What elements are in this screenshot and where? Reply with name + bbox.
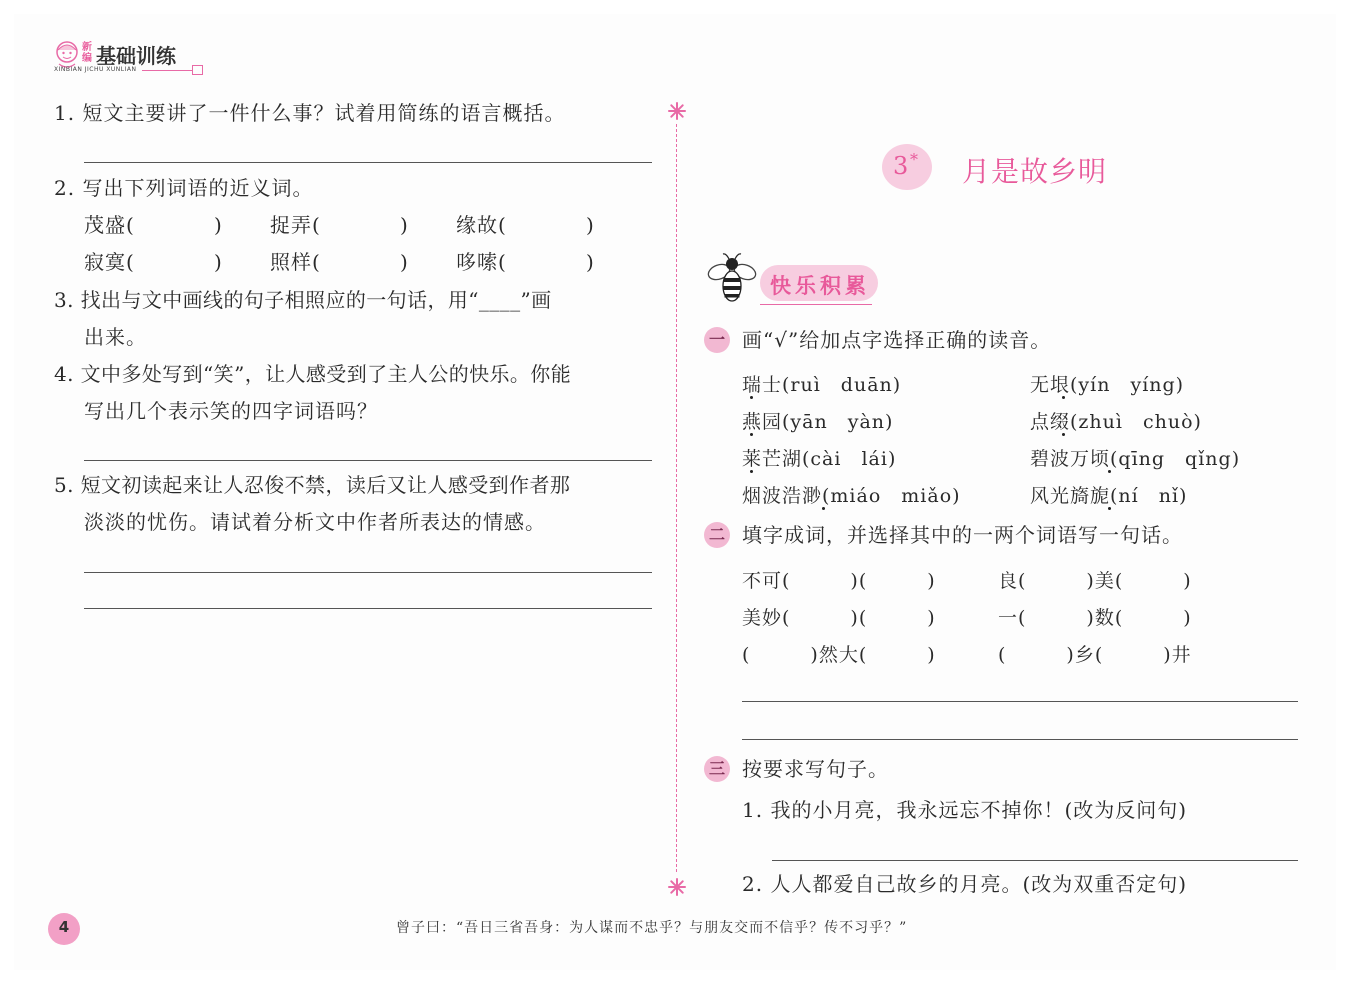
emphasis-dot xyxy=(822,507,825,510)
emphasis-dot xyxy=(1062,396,1065,399)
fill-word-item[interactable]: 不可( )( ) xyxy=(742,570,936,592)
emphasis-dot xyxy=(1062,433,1065,436)
pinyin-choice[interactable]: 燕园(yān yàn) xyxy=(742,411,894,433)
synonym-item xyxy=(270,213,321,237)
synonym-word: 照样( xyxy=(270,250,321,274)
logo-small-text: 新编 xyxy=(82,42,92,64)
flower-icon xyxy=(668,878,686,896)
question-4-line-1: 4. 文中多处写到“笑”，让人感受到了主人公的快乐。你能 xyxy=(54,362,572,386)
fill-word-item[interactable]: ( )然大( ) xyxy=(742,644,936,666)
question-5-line-2: 淡淡的忧伤。请试着分析文中作者所表达的情感。 xyxy=(84,510,546,534)
fill-word-item[interactable]: ( )乡( )井 xyxy=(998,644,1192,666)
question-4-line-2: 写出几个表示笑的四字词语吗？ xyxy=(84,399,378,423)
footer-quote: 曾子曰：“吾日三省吾身：为人谋而不忠乎？与朋友交而不信乎？传不习乎？” xyxy=(396,920,908,936)
logo xyxy=(52,38,202,76)
answer-line[interactable] xyxy=(742,739,1298,740)
synonym-word: 缘故( xyxy=(456,213,507,237)
question-5-line-1: 5. 短文初读起来让人忍俊不禁，读后又让人感受到作者那 xyxy=(54,473,571,497)
rewrite-question-1: 1. 我的小月亮，我永远忘不掉你！(改为反问句) xyxy=(742,798,1188,822)
emphasis-dot xyxy=(750,396,753,399)
logo-box xyxy=(192,65,203,75)
emphasis-dot xyxy=(1108,507,1111,510)
paren-close: ) xyxy=(586,250,595,274)
column-divider xyxy=(676,124,677,872)
synonym-item xyxy=(456,250,507,274)
synonym-item xyxy=(84,213,135,237)
pinyin-choice[interactable]: 瑞士(ruì duān) xyxy=(742,374,902,396)
pinyin-choice[interactable]: 莱芒湖(cài lái) xyxy=(742,448,897,470)
section-banner-title: 快乐积累 xyxy=(770,274,870,298)
emphasis-dot xyxy=(750,470,753,473)
logo-pinyin: XINBIAN JICHU XUNLIAN xyxy=(54,66,137,73)
pinyin-choice[interactable]: 风光旖旎(ní nǐ) xyxy=(1030,485,1188,507)
lesson-title: 月是故乡明 xyxy=(962,155,1108,188)
synonym-word: 寂寞( xyxy=(84,250,135,274)
synonym-item xyxy=(456,213,507,237)
pinyin-choice[interactable]: 无垠(yín yíng) xyxy=(1030,374,1185,396)
fill-word-item[interactable]: 一( )数( ) xyxy=(998,607,1192,629)
fill-word-item[interactable]: 良( )美( ) xyxy=(998,570,1192,592)
answer-line[interactable] xyxy=(84,572,652,573)
section-1-instruction: 画“√”给加点字选择正确的读音。 xyxy=(742,328,1052,352)
question-2: 2. 写出下列词语的近义词。 xyxy=(54,176,314,200)
pinyin-choice[interactable]: 烟波浩渺(miáo miǎo) xyxy=(742,485,961,507)
paren-close: ) xyxy=(214,213,223,237)
synonym-word: 哆嗦( xyxy=(456,250,507,274)
answer-line[interactable] xyxy=(84,608,652,609)
logo-title: 基础训练 xyxy=(96,44,176,68)
question-3-line-2: 出来。 xyxy=(84,325,147,349)
paren-close: ) xyxy=(400,250,409,274)
logo-underline xyxy=(142,70,192,71)
synonym-item xyxy=(270,250,321,274)
emphasis-dot xyxy=(1108,470,1111,473)
rewrite-question-2: 2. 人人都爱自己故乡的月亮。(改为双重否定句) xyxy=(742,872,1188,896)
paren-close: ) xyxy=(400,213,409,237)
section-banner-underline xyxy=(760,304,872,305)
section-2-badge: 二 xyxy=(704,522,730,548)
synonym-word: 茂盛( xyxy=(84,213,135,237)
lesson-star: * xyxy=(910,150,918,169)
answer-line[interactable] xyxy=(84,460,652,461)
section-3-instruction: 按要求写句子。 xyxy=(742,757,889,781)
fill-word-item[interactable]: 美妙( )( ) xyxy=(742,607,936,629)
paren-close: ) xyxy=(214,250,223,274)
bee-icon xyxy=(704,252,760,308)
synonym-item xyxy=(84,250,135,274)
flower-icon xyxy=(668,102,686,120)
question-3-line-1: 3. 找出与文中画线的句子相照应的一句话，用“____”画 xyxy=(54,288,552,312)
answer-line[interactable] xyxy=(742,701,1298,702)
answer-line[interactable] xyxy=(772,860,1298,861)
pinyin-choice[interactable]: 点缀(zhuì chuò) xyxy=(1030,411,1202,433)
synonym-word: 捉弄( xyxy=(270,213,321,237)
answer-line[interactable] xyxy=(84,162,652,163)
pinyin-choice[interactable]: 碧波万顷(qīng qǐng) xyxy=(1030,448,1241,470)
paren-close: ) xyxy=(586,213,595,237)
lesson-number: 3 xyxy=(893,152,909,180)
question-1: 1. 短文主要讲了一件什么事？试着用简练的语言概括。 xyxy=(54,101,566,125)
section-2-instruction: 填字成词，并选择其中的一两个词语写一句话。 xyxy=(742,523,1183,547)
page-number: 4 xyxy=(58,918,70,936)
section-1-badge: 一 xyxy=(704,327,730,353)
section-3-badge: 三 xyxy=(704,756,730,782)
emphasis-dot xyxy=(750,433,753,436)
